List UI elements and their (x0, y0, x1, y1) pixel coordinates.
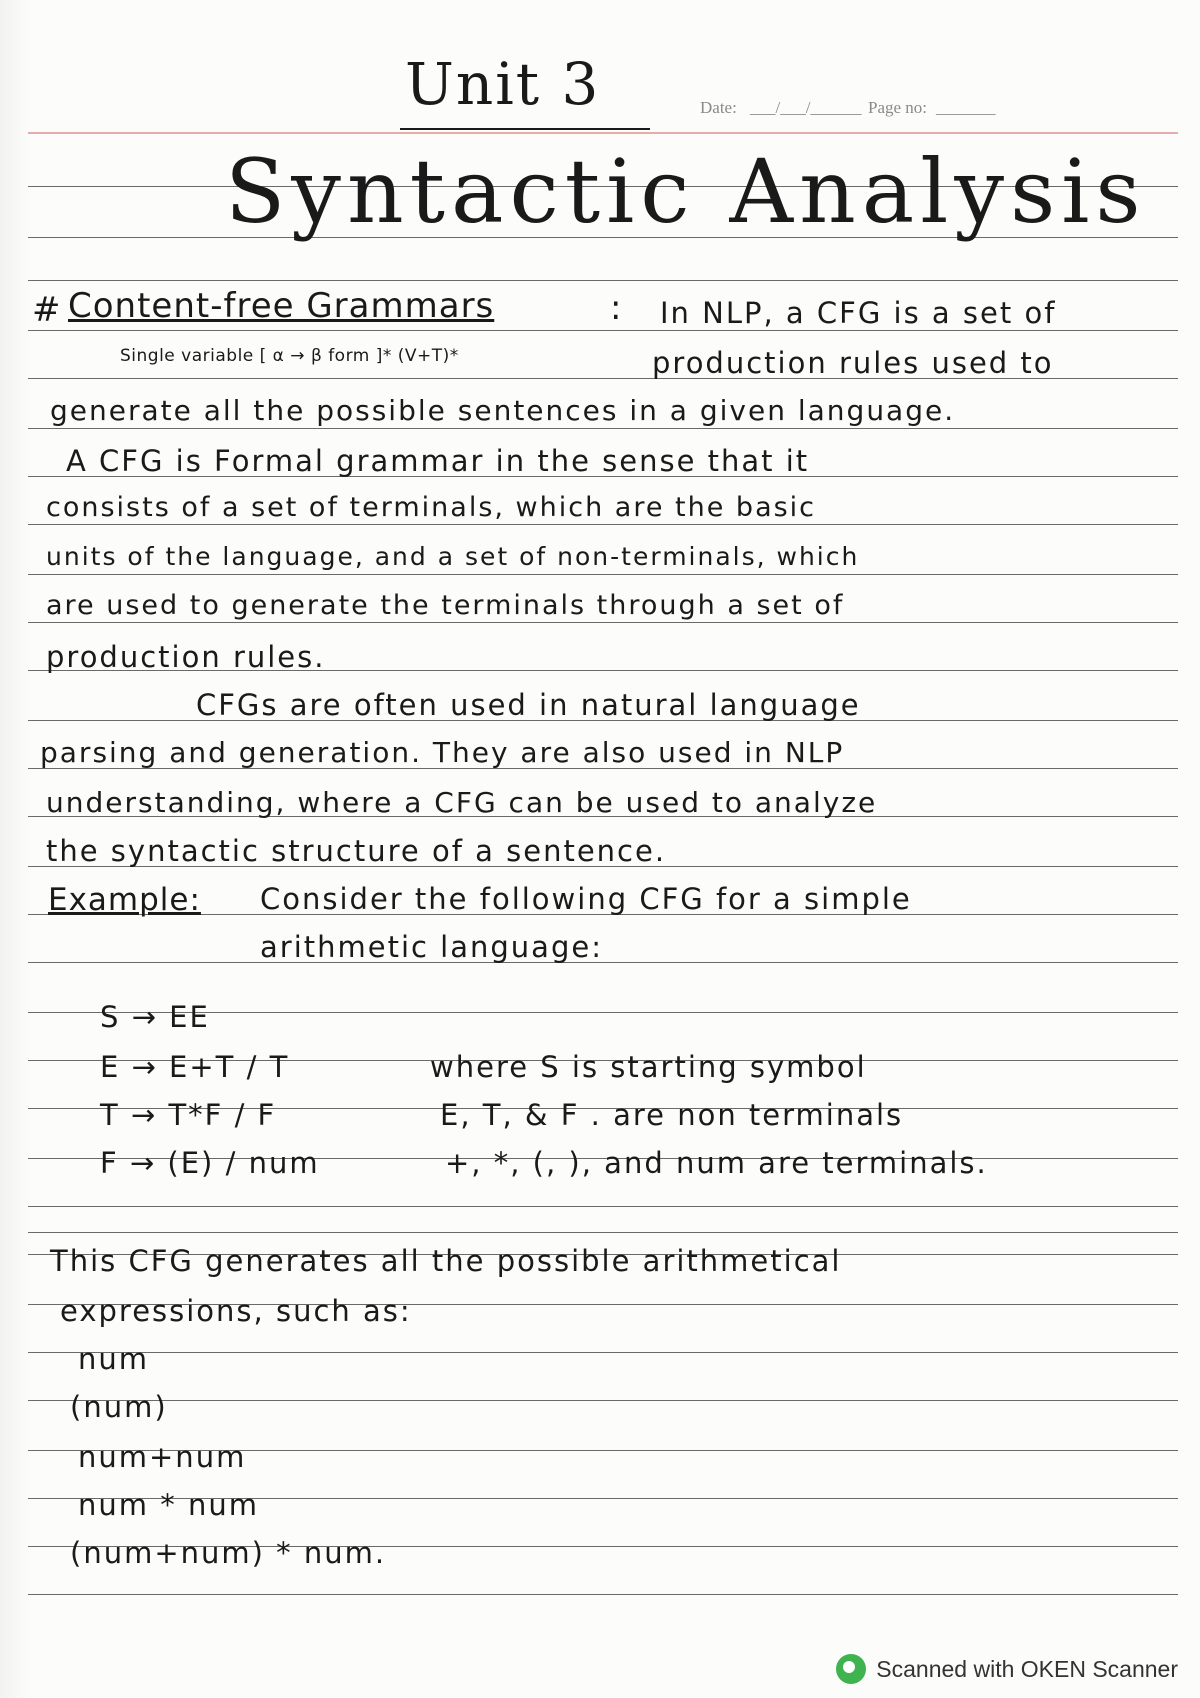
scanner-text: Scanned with OKEN Scanner (876, 1655, 1178, 1682)
header-rule (28, 132, 1178, 134)
example-intro-2: arithmetic language: (260, 930, 603, 964)
rule-t: T → T*F / F (100, 1098, 277, 1132)
para2-line-2: parsing and generation. They are also used in NLP (40, 736, 845, 769)
ruled-line (28, 524, 1178, 525)
page-title: Syntactic Analysis (225, 140, 1147, 243)
ruled-line (28, 622, 1178, 623)
line-2: production rules used to (652, 346, 1054, 380)
example-label: Example: (48, 882, 201, 918)
para2-line-1: CFGs are often used in natural language (196, 688, 861, 722)
expr-item: num * num (78, 1488, 259, 1522)
ruled-line (28, 962, 1178, 963)
ruled-line (28, 1352, 1178, 1353)
ruled-line (28, 330, 1178, 331)
oken-logo-icon (836, 1654, 866, 1684)
line-8: production rules. (46, 640, 326, 674)
line-1: In NLP, a CFG is a set of (660, 296, 1057, 330)
expr-intro-1: This CFG generates all the possible arithmetical (50, 1244, 842, 1278)
margin-note: Single variable [ α → β form ]* (V+T)* (120, 346, 459, 366)
line-7: are used to generate the terminals through a set of (46, 590, 845, 621)
ruled-line (28, 1232, 1178, 1233)
hash-marker: # (32, 290, 63, 330)
ruled-line (28, 574, 1178, 575)
expr-item: (num+num) * num. (70, 1536, 387, 1570)
line-3: generate all the possible sentences in a given language. (50, 394, 956, 427)
rule-s: S → EE (100, 1000, 210, 1034)
line-4: A CFG is Formal grammar in the sense that it (66, 444, 810, 478)
rule-f: F → (E) / num (100, 1146, 320, 1180)
expr-item: num (78, 1342, 150, 1376)
line-5: consists of a set of terminals, which are the basic (46, 492, 817, 523)
expr-intro-2: expressions, such as: (60, 1294, 412, 1328)
date-line: ___/___/______ (750, 98, 862, 117)
ruled-line (28, 1594, 1178, 1595)
ruled-line (28, 280, 1178, 281)
heading-colon: : (610, 288, 624, 328)
para2-line-3: understanding, where a CFG can be used to analyze (46, 786, 878, 819)
page-label: Page no: (868, 98, 928, 117)
example-intro-1: Consider the following CFG for a simple (260, 882, 912, 916)
para2-line-4: the syntactic structure of a sentence. (46, 834, 667, 868)
expr-item: (num) (70, 1390, 168, 1424)
unit-title: Unit 3 (405, 50, 601, 118)
ruled-line (28, 1400, 1178, 1401)
scanner-watermark (836, 1654, 1178, 1684)
line-6: units of the language, and a set of non-terminals, which (46, 542, 860, 571)
ruled-line (28, 1206, 1178, 1207)
page-margin (0, 0, 30, 1698)
note-non-terminals: E, T, & F . are non terminals (440, 1098, 904, 1132)
rule-e: E → E+T / T (100, 1050, 290, 1084)
note-terminals: +, *, (, ), and num are terminals. (445, 1146, 988, 1180)
unit-underline (400, 128, 650, 130)
ruled-line (28, 428, 1178, 429)
date-label: Date: (700, 98, 737, 117)
section-heading: Content-free Grammars (68, 286, 495, 326)
note-start-symbol: where S is starting symbol (430, 1050, 867, 1084)
expr-item: num+num (78, 1440, 247, 1474)
page-line: _______ (936, 98, 996, 117)
